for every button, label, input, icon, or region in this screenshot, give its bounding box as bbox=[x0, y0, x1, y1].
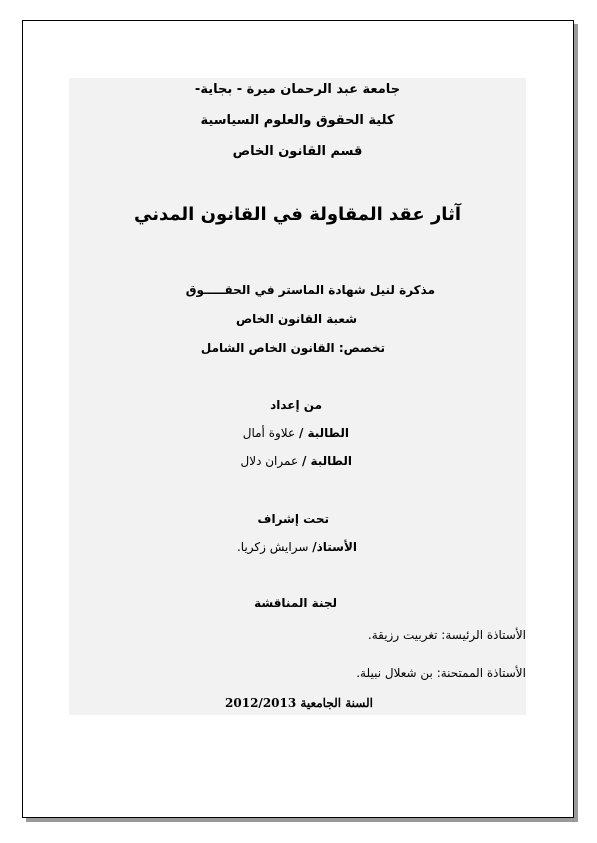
committee-member-1-name: تغربيت رزيقة. bbox=[367, 628, 438, 642]
student-1-name: علاوة أمال bbox=[242, 426, 296, 440]
prepared-by-heading: من إعداد bbox=[270, 398, 322, 412]
supervisor-name: سرايش زكريا. bbox=[236, 540, 309, 554]
faculty-name: كلية الحقوق والعلوم السياسية bbox=[200, 113, 395, 128]
cover-content-area bbox=[69, 78, 526, 715]
committee-heading: لجنة المناقشة bbox=[254, 596, 337, 610]
university-name: جامعة عبد الرحمان ميرة - بجاية- bbox=[194, 82, 401, 97]
committee-member-1 bbox=[368, 629, 526, 641]
student-1 bbox=[243, 427, 349, 439]
degree-line-2: شعبة القانون الخاص bbox=[235, 312, 357, 326]
committee-member-2 bbox=[356, 667, 526, 679]
academic-year: السنة الجامعية 2012/2013 bbox=[225, 696, 373, 710]
student-2 bbox=[241, 455, 352, 467]
supervisor bbox=[237, 541, 357, 553]
committee-member-1-role: الأستاذة الرئيسة: bbox=[441, 628, 526, 642]
thesis-title: آثار عقد المقاولة في القانون المدني bbox=[133, 204, 461, 225]
supervisor-label: الأستاذ/ bbox=[312, 540, 357, 554]
degree-line-3: تخصص: القانون الخاص الشامل bbox=[200, 341, 385, 355]
committee-member-2-role: الأستاذة الممتحنة: bbox=[436, 666, 526, 680]
department-name: قسم القانون الخاص bbox=[232, 144, 363, 159]
degree-line-1: مذكرة لنيل شهادة الماستر في الحقـــــوق bbox=[185, 283, 435, 297]
committee-member-2-name: بن شعلال نبيلة. bbox=[356, 666, 433, 680]
supervision-heading: تحت إشراف bbox=[257, 512, 329, 526]
student-2-label: الطالبة / bbox=[301, 454, 352, 468]
student-1-label: الطالبة / bbox=[298, 426, 349, 440]
student-2-name: عمران دلال bbox=[240, 454, 299, 468]
